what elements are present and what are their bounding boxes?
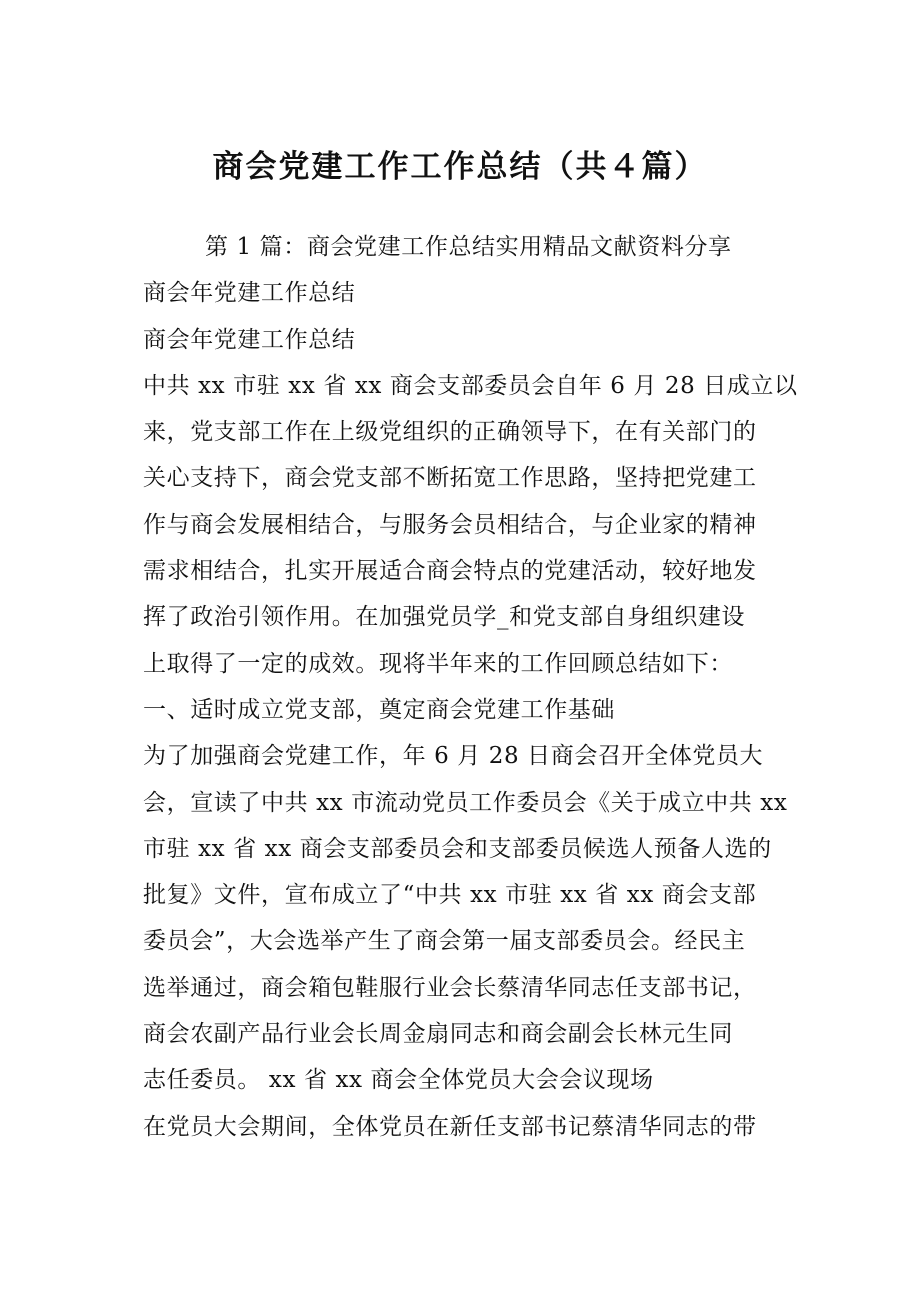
section-heading: 一、适时成立党支部，奠定商会党建工作基础 [143, 696, 615, 723]
section-heading: 第 1 篇：商会党建工作总结实用精品文献资料分享 [205, 234, 732, 260]
paragraph-line: 选举通过，商会箱包鞋服行业会长蔡清华同志任支部书记， [143, 974, 757, 1001]
paragraph-line: 来，党支部工作在上级党组织的正确领导下，在有关部门的 [143, 419, 757, 446]
paragraph-line: 为了加强商会党建工作，年 6 月 28 日商会召开全体党员大 [143, 743, 764, 770]
paragraph-line: 中共 xx 市驻 xx 省 xx 商会支部委员会自年 6 月 28 日成立以 [143, 372, 798, 399]
paragraph-line: 关心支持下，商会党支部不断拓宽工作思路，坚持把党建工 [143, 465, 757, 492]
paragraph-line: 委员会”，大会选举产生了商会第一届支部委员会。经民主 [143, 928, 746, 955]
document-title: 商会党建工作工作总结（共４篇） [212, 149, 708, 185]
paragraph-line: 在党员大会期间，全体党员在新任支部书记蔡清华同志的带 [143, 1113, 757, 1140]
subtitle-line: 商会年党建工作总结 [143, 326, 356, 353]
paragraph-line: 需求相结合，扎实开展适合商会特点的党建活动，较好地发 [143, 558, 757, 585]
paragraph-line: 批复》文件，宣布成立了“中共 xx 市驻 xx 省 xx 商会支部 [143, 882, 757, 909]
paragraph-line: 挥了政治引领作用。在加强党员学_和党支部自身组织建设 [143, 604, 746, 631]
document-body [143, 224, 798, 1150]
paragraph-line: 上取得了一定的成效。现将半年来的工作回顾总结如下： [143, 650, 733, 677]
paragraph-line: 作与商会发展相结合，与服务会员相结合，与企业家的精神 [143, 511, 757, 538]
paragraph-line: 会，宣读了中共 xx 市流动党员工作委员会《关于成立中共 xx [143, 789, 788, 816]
paragraph-line: 市驻 xx 省 xx 商会支部委员会和支部委员候选人预备人选的 [143, 835, 772, 862]
subtitle-line: 商会年党建工作总结 [143, 280, 356, 307]
paragraph-line: 志任委员。 xx 省 xx 商会全体党员大会会议现场 [143, 1067, 654, 1094]
paragraph-line: 商会农副产品行业会长周金扇同志和商会副会长林元生同 [143, 1021, 733, 1048]
